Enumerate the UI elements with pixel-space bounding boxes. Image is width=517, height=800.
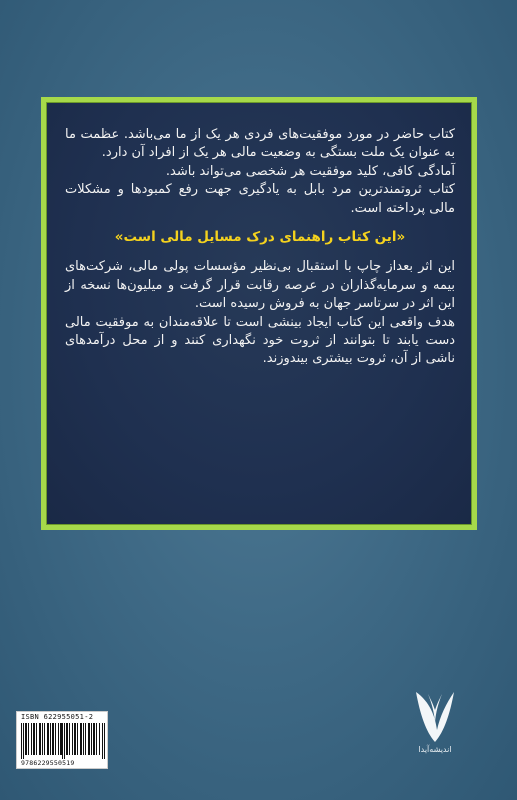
description-headline: «این کتاب راهنمای درک مسایل مالی است» — [114, 229, 406, 246]
description-paragraph-5: هدف واقعی این کتاب ایجاد بینشی است تا علاقه‌مندان به موفقیت مالی دست یابند تا بتوانند از ثروت خود نگهداری کنند و از محل درآمدهای ناشی از آن، ثروت بیشتری بیندوزند. — [65, 314, 455, 367]
description-paragraph-3: کتاب ثروتمندترین مرد بابل به یادگیری جهت رفع کمبودها و مشکلات مالی پرداخته است. — [65, 182, 455, 216]
isbn-label: ISBN 622955051-2 — [21, 713, 94, 721]
description-text — [65, 126, 455, 369]
barcode-bars — [21, 723, 105, 759]
description-panel — [41, 97, 477, 530]
publisher-name: اندیشه‌آیدا — [418, 745, 452, 754]
publisher-logo-icon — [410, 686, 460, 746]
description-paragraph-1: کتاب حاضر در مورد موفقیت‌های فردی هر یک از ما می‌باشد. عظمت ما به عنوان یک ملت بستگی به وضعیت مالی هر یک از افراد آن دارد. — [65, 127, 455, 161]
isbn-barcode — [16, 711, 108, 769]
barcode-number: 9786229550519 — [21, 759, 75, 767]
description-paragraph-4: این اثر بعداز چاپ با استقبال بی‌نظیر مؤسسات پولی مالی، شرکت‌های بیمه و سرمایه‌گذاران در عرصه رقابت قرار گرفت و میلیون‌ها نسخه از این اثر در سرتاسر جهان به فروش رسیده است. — [65, 259, 455, 312]
description-paragraph-2: آمادگی کافی، کلید موفقیت هر شخصی می‌تواند باشد. — [165, 163, 455, 179]
